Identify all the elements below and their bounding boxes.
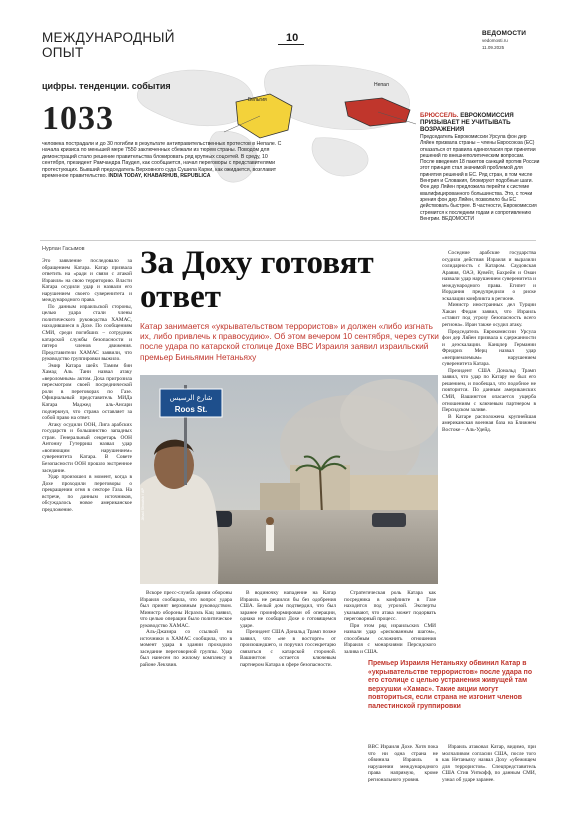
- infobox-stat-body: человека пострадали и до 30 погибли в результате антиправительственных протестов в Непале. С начала кризиса по меньшей мере 7550 заключенных сбежали из тюрем страны. Поводом для демонстраций стало решение правительства блокировать ряд крупных соцсетей. В среду, 10 сентября, президент Рамчандра Паудел, как сообщается, начал переговоры с представителями протестующих. Бывший председатель Верховного суда Сушила Карки, как ожидается, возглавит временное правительство.: [42, 141, 282, 180]
- brussels-headline: [420, 112, 540, 134]
- page-number: 10: [286, 32, 299, 44]
- rubric: [42, 30, 175, 60]
- right-col-paragraph-1: Соседние арабские государства осудили действия Израиля и выразили солидарность с Катаром. Саудовская Аравия, ОАЭ, Кувейт, Бахрейн и Оман назвали удар нарушением суверенитета и международного права. Египет и Иордания предупредили о риске эскалации конфликта в регионе.: [442, 250, 536, 302]
- brussels-city: БРЮССЕЛЬ.: [420, 112, 459, 119]
- publication-date: 11.09.2025: [482, 45, 505, 50]
- left-col-paragraph-4: Атаку осудили ООН, Лига арабских государств и большинство западных стран. Генеральный секретарь ООН Антониу Гутерриш назвал удар «вопиющим нарушением» суверенитета Катара. В Совете Безопасности ООН прошло экстренное заседание.: [42, 421, 132, 474]
- article-lead: Катар занимается «укрывательством террористов» и должен «либо изгнать их, либо привлечь к правосудию». Об этом вечером 10 сентября, через сутки после удара по катарской столице Дохе ВВС Израиля заявил израильский премьер Биньямин Нетаньяху: [140, 321, 439, 362]
- right-col-paragraph-4: Президент США Дональд Трамп заявил, что удар по Катару не был его решением, и пообещал, что подобное не повторится. По данным американских СМИ, Вашингтон опасается ущерба отношениям с ключевым партнером в Персидском заливе.: [442, 367, 536, 414]
- left-col-paragraph-3: Эмир Катара шейх Тамим бин Хамад Аль Тани назвал атаку «вероломным» актом. Доха пригрозила пересмотром своей посреднической роли в переговорах по Газе. Официальный представитель МИДа Катара Маджед аль-Ансари подчеркнул, что страна оставляет за собой право на ответ.: [42, 362, 132, 422]
- photo-credit: Jihad Shwaish / AP: [141, 488, 145, 521]
- left-col-paragraph-1: Это заявление последовало за обращением Катара. Катар призвала ответить на «ради и связи с атакой Израиля» на свою территорию. Власти Катара осудили удар и назвали его нарушением своего суверенитета и международного права.: [42, 258, 132, 304]
- article-bottom-middle: [368, 744, 438, 783]
- publication-logo: ВЕДОМОСТИ: [482, 30, 527, 37]
- publication-site: vedomosti.ru: [482, 38, 508, 43]
- article-middle-column-1: [140, 590, 232, 669]
- map-label-nepal: Непал: [374, 82, 389, 88]
- right-col-paragraph-2: Министр иностранных дел Турции Хакан Фидан заявил, что Израиль «ставит под угрозу безопасность всего региона». Иран также осудил атаку.: [442, 302, 536, 329]
- left-col-paragraph-5: Удар произошел в момент, когда в Дохе проходили переговоры о прекращении огня в секторе Газа. На встрече, по данным источников, обсуждалось новое американское предложение.: [42, 474, 132, 513]
- bottom-right-paragraph-1: Израиль атаковал Катар, видимо, при молчаливом согласии США, после того как Нетаньяху назвал Доху «убежищем для террористов». Спецпредставитель США Стив Уиткофф, по данным СМИ, узнал об ударе заранее.: [442, 744, 536, 783]
- pull-quote: Премьер Израиля Нетаньяху обвинил Катар в «укрывательстве террористов» после удара по его столице с целью устранения живущей там верхушки «Хамас». Такие акции могут повториться, если страна не изгонит членов палестинской группировки: [368, 660, 533, 710]
- mid-col-3-paragraph-2: При этом ряд израильских СМИ назвали удар «рискованным шагом», способным осложнить отношения Израиля с монархиями Персидского залива и США.: [344, 622, 436, 655]
- infobox-stat-source: INDIA TODAY, KHABARHUB, REPUBLICA: [108, 173, 211, 180]
- mid-col-3-paragraph-1: Стратегическая роль Катара как посредника в конфликте в Газе находится под угрозой. Эксперты указывают, что атака может подорвать переговорный процесс.: [344, 590, 436, 623]
- mid-col-1-paragraph-1: Вскоре пресс-служба армии обороны Израиля сообщила, что вопрос удара был принят верховным руководством. Министр обороны Исраэль Кац заявил, что целью операции было политическое руководство ХАМАС.: [140, 590, 232, 629]
- page-number-underline: [278, 44, 304, 45]
- street-sign-latin: Roos St.: [174, 405, 208, 414]
- bottom-mid-paragraph-1: ВВС Израиля Дохе. Хотя пока что ни одна страна не обвинила Израиль в нарушении международного права напрямую, кроме регионального уровня.: [368, 744, 438, 783]
- mid-col-1-paragraph-2: Аль-Джазира со ссылкой на источники в ХАМАС сообщила, что в момент удара в здании проходило заседание переговорной группы. Удар был нанесен по жилому комплексу в районе Лекхвия.: [140, 629, 232, 669]
- infobox-big-number: 1033: [42, 100, 114, 137]
- article-photo: [140, 375, 438, 584]
- infobox-section-title: цифры. тенденции. события: [42, 81, 171, 91]
- map-label-belgium: Бельгия: [248, 97, 267, 103]
- article-bottom-right: [442, 744, 536, 783]
- right-col-paragraph-5: В Катаре расположена крупнейшая американская военная база на Ближнем Востоке – Аль-Удейд.: [442, 413, 536, 433]
- rubric-line-1: МЕЖДУНАРОДНЫЙ: [42, 30, 175, 45]
- mid-col-2-paragraph-2: Президент США Дональд Трамп позже заявил, что «не в восторге» от произошедшего, и поручил госсекретарю связаться с катарской стороной. Вашингтон остается ключевым партнером Катара в сфере безопасности.: [240, 629, 336, 669]
- section-divider: [40, 240, 536, 241]
- brussels-headline-text: ЕВРОКОМИССИЯ ПРИЗЫВАЕТ НЕ УЧИТЫВАТЬ ВОЗРАЖЕНИЯ: [420, 112, 514, 134]
- article-left-column: [42, 258, 132, 513]
- article-right-column: [442, 250, 536, 433]
- article-headline: За Доху готовят ответ: [140, 245, 374, 315]
- mid-col-2-paragraph-1: В водиночку нападение на Катар Израиль не решился бы без одобрения США. Белый дом подтвердил, что был заранее проинформирован об операции, однако не сообщил Дохе о готовящемся ударе.: [240, 590, 336, 629]
- rubric-line-2: ОПЫТ: [42, 45, 84, 60]
- left-col-paragraph-2: По данным израильской стороны, целью удара стали члены политического руководства ХАМАС, находившиеся в Дохе. По сообщениям СМИ, среди погибших – сотрудник катарской службы безопасности и пятеро членов движения. Представители ХАМАС заявили, что руководство группировки выжило.: [42, 303, 132, 363]
- article-middle-column-2: [240, 590, 336, 669]
- article-middle-column-3: [344, 590, 436, 655]
- brussels-body: Председатель Еврокомиссии Урсула фон дер Ляйен призвала страны – члены Евросоюза (ЕС) отказаться от правила единогласия при принятии решений по внешнеполитическим вопросам. После введения 18 пакетов санкций против России этот принцип стал значимой проблемой для принятия решений в ЕС. Ряд стран, в том числе Венгрия и Словакия, блокируют подобные шаги. Фон дер Ляйен предложила перейти к системе квалифицированного большинства. Это, с точки зрения фон дер Ляйен, позволило бы ЕС действовать быстрее. В частности, Еврокомиссия стремится к последним годам и сопротивлению Венгрии. ВЕДОМОСТИ: [420, 134, 540, 222]
- street-sign-arabic: شارع الرسيس: [169, 394, 213, 402]
- infobox-stat-text: [42, 141, 288, 179]
- right-col-paragraph-3: Председатель Еврокомиссии Урсула фон дер Ляйен призвала к сдержанности и деэскалации. Канцлер Германии Фридрих Мерц назвал удар «неприемлемым» нарушением суверенитета Катара.: [442, 328, 536, 368]
- article-author: Нурлан Гасымов: [42, 246, 85, 252]
